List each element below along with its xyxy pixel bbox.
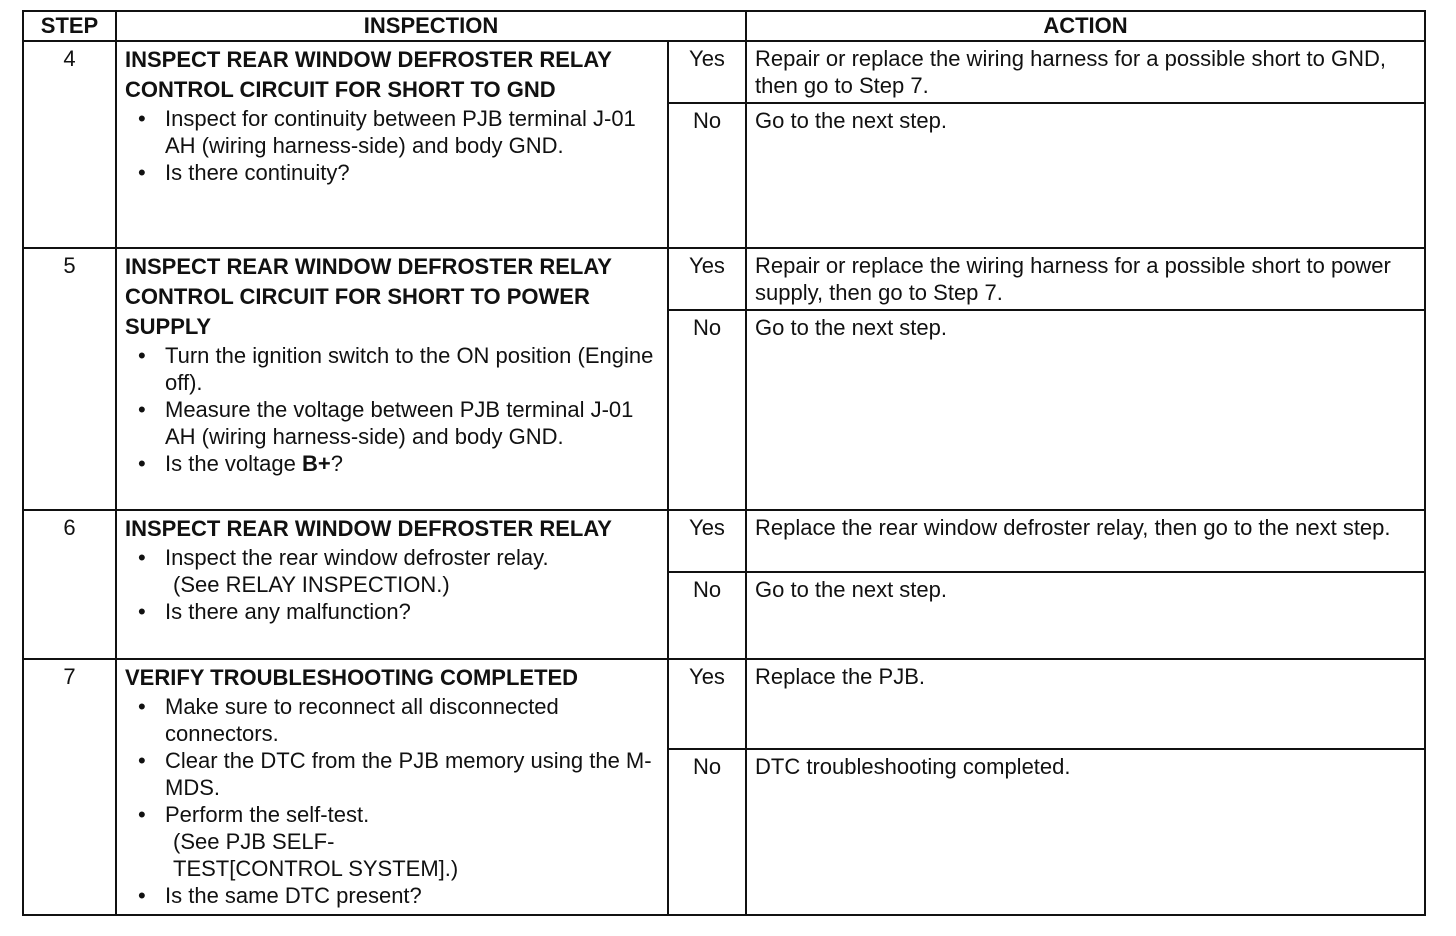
see-reference: (See PJB SELF-TEST[CONTROL SYSTEM].): [173, 829, 459, 881]
header-step: STEP: [23, 11, 116, 41]
no-label: No: [668, 310, 746, 510]
no-action: Go to the next step.: [746, 103, 1425, 248]
inspection-cell: [116, 248, 668, 510]
troubleshooting-table: [22, 10, 1426, 916]
bullet-text: ?: [330, 451, 343, 476]
bullet-item: [125, 801, 661, 882]
no-action: Go to the next step.: [746, 572, 1425, 659]
bullet-text: Is the voltage: [165, 451, 302, 476]
yes-action: Replace the rear window defroster relay, then go to the next step.: [746, 510, 1425, 572]
bullet-item: • Make sure to reconnect all disconnected connectors.: [125, 693, 661, 747]
table-row: [23, 41, 1425, 103]
see-reference: (See RELAY INSPECTION.): [173, 572, 450, 597]
yes-label: Yes: [668, 41, 746, 103]
bullet-item: • Turn the ignition switch to the ON position (Engine off).: [125, 342, 661, 396]
step-number: 6: [23, 510, 116, 659]
bullet-item: • Is there any malfunction?: [125, 598, 661, 625]
bullet-text: Perform the self-test.: [165, 802, 370, 827]
header-action: ACTION: [746, 11, 1425, 41]
table-row: [23, 659, 1425, 749]
header-row: [23, 11, 1425, 41]
inspection-bullets: [125, 693, 661, 909]
yes-label: Yes: [668, 248, 746, 310]
bullet-item: [125, 544, 661, 598]
inspection-title: INSPECT REAR WINDOW DEFROSTER RELAY CONTROL CIRCUIT FOR SHORT TO GND: [125, 47, 612, 102]
inspection-cell: [116, 41, 668, 248]
yes-action: Repair or replace the wiring harness for a possible short to GND, then go to Step 7.: [746, 41, 1425, 103]
bullet-item: • Measure the voltage between PJB terminal J-01 AH (wiring harness-side) and body GND.: [125, 396, 661, 450]
step-number: 7: [23, 659, 116, 915]
bullet-item: • Is the same DTC present?: [125, 882, 661, 909]
inspection-title: INSPECT REAR WINDOW DEFROSTER RELAY CONTROL CIRCUIT FOR SHORT TO POWER SUPPLY: [125, 254, 612, 339]
yes-action: Repair or replace the wiring harness for a possible short to power supply, then go to Step 7.: [746, 248, 1425, 310]
yes-action: Replace the PJB.: [746, 659, 1425, 749]
inspection-title: INSPECT REAR WINDOW DEFROSTER RELAY: [125, 516, 612, 541]
header-inspection: INSPECTION: [116, 11, 746, 41]
step-number: 4: [23, 41, 116, 248]
table-row: [23, 510, 1425, 572]
inspection-bullets: [125, 544, 661, 625]
inspection-bullets: [125, 105, 661, 186]
voltage-value: B+: [301, 451, 331, 476]
bullet-text: Inspect the rear window defroster relay.: [165, 545, 549, 570]
inspection-bullets: [125, 342, 661, 477]
bullet-item: • Is there continuity?: [125, 159, 661, 186]
yes-label: Yes: [668, 659, 746, 749]
no-label: No: [668, 749, 746, 915]
no-action: Go to the next step.: [746, 310, 1425, 510]
no-label: No: [668, 572, 746, 659]
no-label: No: [668, 103, 746, 248]
bullet-item: • Inspect for continuity between PJB terminal J-01 AH (wiring harness-side) and body GND.: [125, 105, 661, 159]
table-row: [23, 248, 1425, 310]
step-number: 5: [23, 248, 116, 510]
no-action: DTC troubleshooting completed.: [746, 749, 1425, 915]
bullet-item: [125, 450, 661, 477]
inspection-title: VERIFY TROUBLESHOOTING COMPLETED: [125, 665, 579, 690]
yes-label: Yes: [668, 510, 746, 572]
bullet-item: • Clear the DTC from the PJB memory using the M-MDS.: [125, 747, 661, 801]
inspection-cell: [116, 510, 668, 659]
inspection-cell: [116, 659, 668, 915]
